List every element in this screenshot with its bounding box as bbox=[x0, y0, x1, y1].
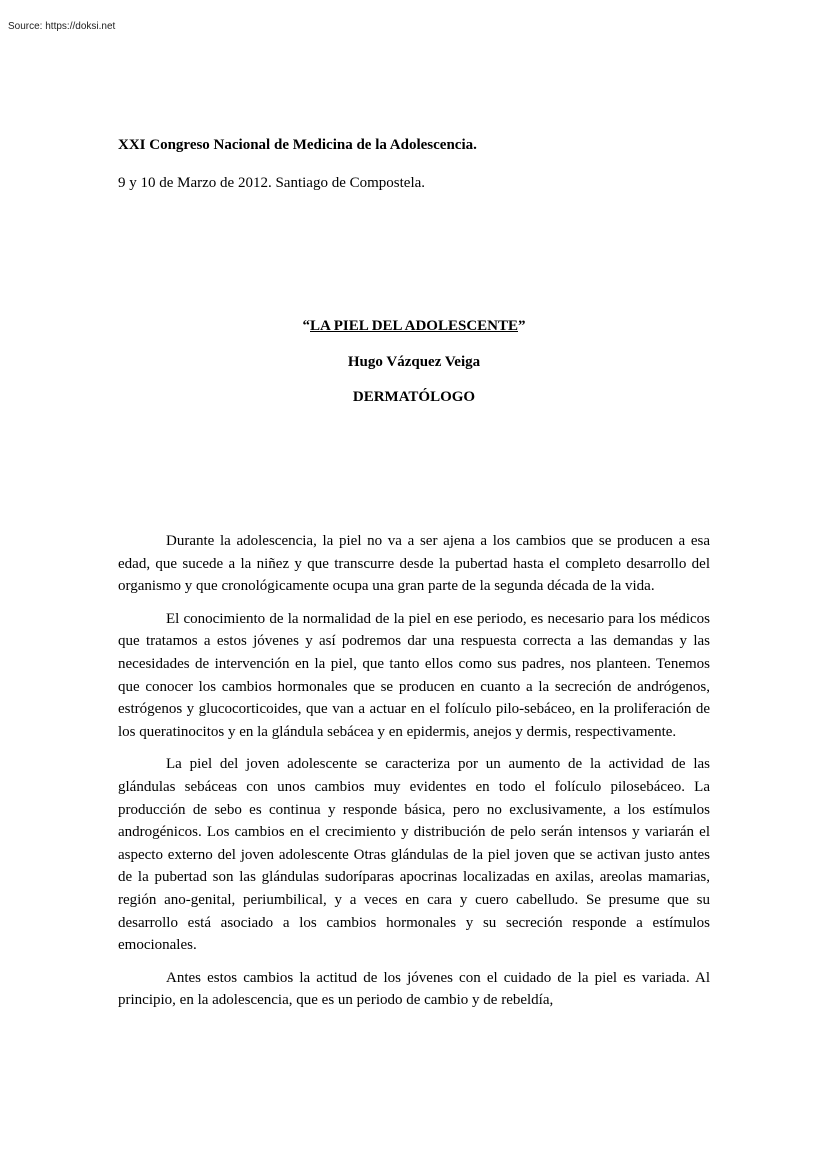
title-open-quote: “ bbox=[302, 318, 310, 334]
paragraph: Durante la adolescencia, la piel no va a ser ajena a los cambios que se producen a esa edad, que sucede a la niñez y que transcurre desde la pubertad hasta el completo desarrollo del organismo y que cronológicamente ocupa una gran parte de la segunda década de la vida. bbox=[118, 533, 710, 595]
paragraph: El conocimiento de la normalidad de la piel en ese periodo, es necesario para los médicos que tratamos a estos jóvenes y así podremos dar una respuesta correcta a las demandas y las necesidades de intervención en la piel, que tanto ellos como sus padres, nos planteen. Tenemos que conocer los cambios hormonales que se producen en cuanto a la secreción de andrógenos, estrógenos y glucocorticoides, que van a actuar en el folículo pilo-sebáceo, en la proliferación de los queratinocitos y en la glándula sebácea y en epidermis, anejos y dermis, respectivamente. bbox=[118, 610, 710, 740]
paragraph: Antes estos cambios la actitud de los jóvenes con el cuidado de la piel es variada. Al principio, en la adolescencia, que es un periodo de cambio y de rebeldía, bbox=[118, 969, 710, 1009]
title-text: LA PIEL DEL ADOLESCENTE bbox=[310, 318, 518, 334]
author-name: Hugo Vázquez Veiga bbox=[347, 354, 481, 370]
document-title bbox=[118, 318, 710, 335]
body-text bbox=[118, 530, 710, 1022]
source-watermark: Source: https://doksi.net bbox=[8, 21, 116, 32]
paragraph: La piel del joven adolescente se caracteriza por un aumento de la actividad de las glándulas sebáceas con unos cambios muy evidentes en todo el folículo pilosebáceo. La producción de sebo es continua y responde básica, pero no exclusivamente, a los estímulos androgénicos. Los cambios en el crecimiento y distribución de pelo serán intensos y variarán el aspecto externo del joven adolescente Otras glándulas de la piel joven que se activan justo antes de la pubertad son las glándulas sudoríparas apocrinas localizadas en axilas, areolas mamarias, región ano-genital, periumbilical, y a veces en cara y cuero cabelludo. Se presume que su desarrollo está asociado a los cambios hormonales y su secreción responde a estímulos emocionales. bbox=[118, 756, 710, 954]
title-close-quote: ” bbox=[518, 318, 526, 334]
congress-date-place: 9 y 10 de Marzo de 2012. Santiago de Compostela. bbox=[118, 175, 426, 191]
congress-title: XXI Congreso Nacional de Medicina de la Adolescencia. bbox=[118, 137, 477, 153]
author-role: DERMATÓLOGO bbox=[352, 389, 476, 405]
